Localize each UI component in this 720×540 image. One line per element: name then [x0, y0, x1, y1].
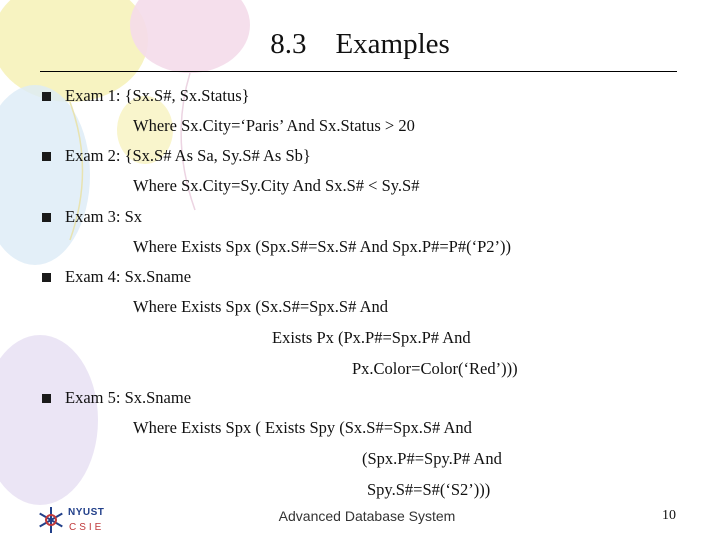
exam-3-where: Where Exists Spx (Spx.S#=Sx.S# And Spx.P#=P#(‘P2’)): [133, 237, 511, 256]
bullet-icon: [42, 273, 51, 282]
exam-4-heading: Exam 4: Sx.Sname: [65, 267, 192, 286]
exam-4-where: Where Exists Spx (Sx.S#=Spx.S# And: [133, 297, 388, 316]
page-number: 10: [662, 508, 676, 523]
exam-2-where: Where Sx.City=Sy.City And Sx.S# < Sy.S#: [133, 176, 420, 195]
exam-4-exists: Exists Px (Px.P#=Spx.P# And: [272, 328, 471, 347]
exam-5-where: Where Exists Spx ( Exists Spy (Sx.S#=Spx.S# And: [133, 418, 472, 437]
exam-4-color: Px.Color=Color(‘Red’))): [352, 359, 518, 378]
footer-text: Advanced Database System: [278, 508, 456, 524]
purple-balloon: [0, 335, 98, 505]
exam-2-heading: Exam 2: {Sx.S# As Sa, Sy.S# As Sb}: [65, 146, 311, 165]
slide-title: 8.3 Examples: [270, 28, 450, 60]
exam-1-heading: Exam 1: {Sx.S#, Sx.Status}: [65, 86, 250, 105]
nyust-csie-logo: [36, 503, 126, 537]
bullet-icon: [42, 213, 51, 222]
exam-3-heading: Exam 3: Sx: [65, 207, 142, 226]
blue-balloon: [0, 85, 90, 265]
logo-text-top: NYUST: [68, 507, 105, 518]
logo-text-bottom: CSIE: [69, 522, 105, 533]
bullet-icon: [42, 92, 51, 101]
exam-5-heading: Exam 5: Sx.Sname: [65, 388, 192, 407]
exam-5-s2: Spy.S#=S#(‘S2’))): [367, 480, 491, 499]
bullet-icon: [42, 152, 51, 161]
exam-5-inner: (Spx.P#=Spy.P# And: [362, 449, 502, 468]
bullet-icon: [42, 394, 51, 403]
snowflake-icon: [36, 505, 66, 535]
title-divider: [40, 71, 677, 72]
exam-1-where: Where Sx.City=‘Paris’ And Sx.Status > 20: [133, 116, 415, 135]
